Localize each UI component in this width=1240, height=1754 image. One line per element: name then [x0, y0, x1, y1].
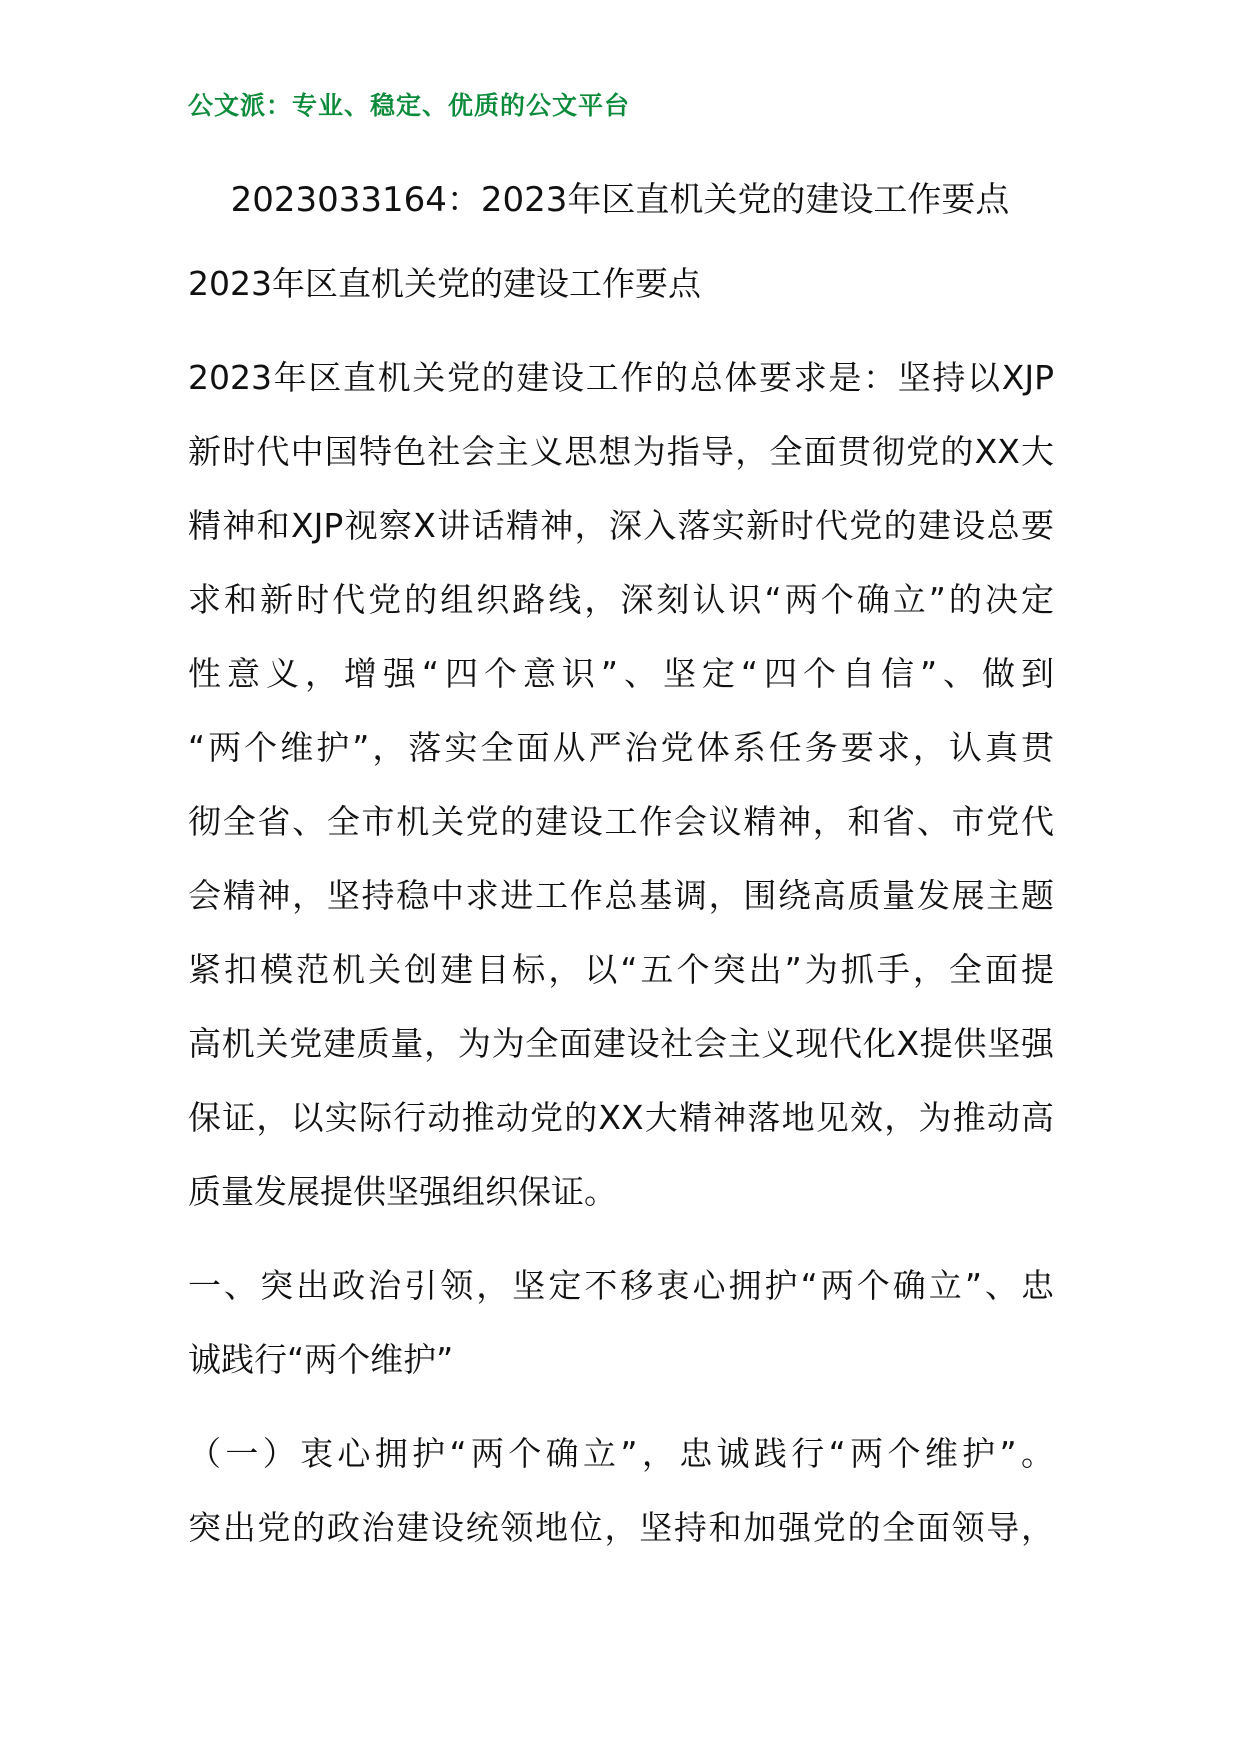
paragraph-line: 紧扣模范机关创建目标，以“五个突出”为抓手，全面提: [188, 950, 1054, 989]
paragraph-line: 质量发展提供坚强组织保证。: [188, 1172, 617, 1211]
paragraph-line: 新时代中国特色社会主义思想为指导，全面贯彻党的XX大: [188, 432, 1054, 471]
site-brand-header: 公文派：专业、稳定、优质的公文平台: [188, 91, 631, 120]
heading-line: 诚践行“两个维护”: [188, 1340, 454, 1379]
paragraph-line: “两个维护”，落实全面从严治党体系任务要求，认真贯: [188, 728, 1054, 767]
paragraph-line: 会精神，坚持稳中求进工作总基调，围绕高质量发展主题: [188, 876, 1054, 915]
paragraph-line: 高机关党建质量，为为全面建设社会主义现代化X提供坚强: [188, 1024, 1054, 1063]
paragraph-line: 性意义，增强“四个意识”、坚定“四个自信”、做到: [188, 654, 1054, 693]
section-heading: 2023年区直机关党的建设工作要点: [188, 264, 701, 303]
paragraph-general-requirements: [188, 356, 1054, 1244]
paragraph-line: 保证，以实际行动推动党的XX大精神落地见效，为推动高: [188, 1098, 1054, 1137]
paragraph-line: 彻全省、全市机关党的建设工作会议精神，和省、市党代: [188, 802, 1054, 841]
heading-line: 一、突出政治引领，坚定不移衷心拥护“两个确立”、忠: [188, 1266, 1054, 1305]
paragraph-line: 2023年区直机关党的建设工作的总体要求是：坚持以XJP: [188, 358, 1054, 397]
paragraph-line: 精神和XJP视察X讲话精神，深入落实新时代党的建设总要: [188, 506, 1054, 545]
document-body: [188, 262, 1054, 1580]
paragraph-line: （一）衷心拥护“两个确立”，忠诚践行“两个维护”。: [188, 1434, 1054, 1473]
paragraph-subsection-1: [188, 1432, 1054, 1580]
document-title: 2023033164：2023年区直机关党的建设工作要点: [230, 180, 1010, 220]
section-1-heading: [188, 1264, 1054, 1412]
paragraph-line: 突出党的政治建设统领地位，坚持和加强党的全面领导，: [188, 1508, 1054, 1547]
paragraph-line: 求和新时代党的组织路线，深刻认识“两个确立”的决定: [188, 580, 1054, 619]
